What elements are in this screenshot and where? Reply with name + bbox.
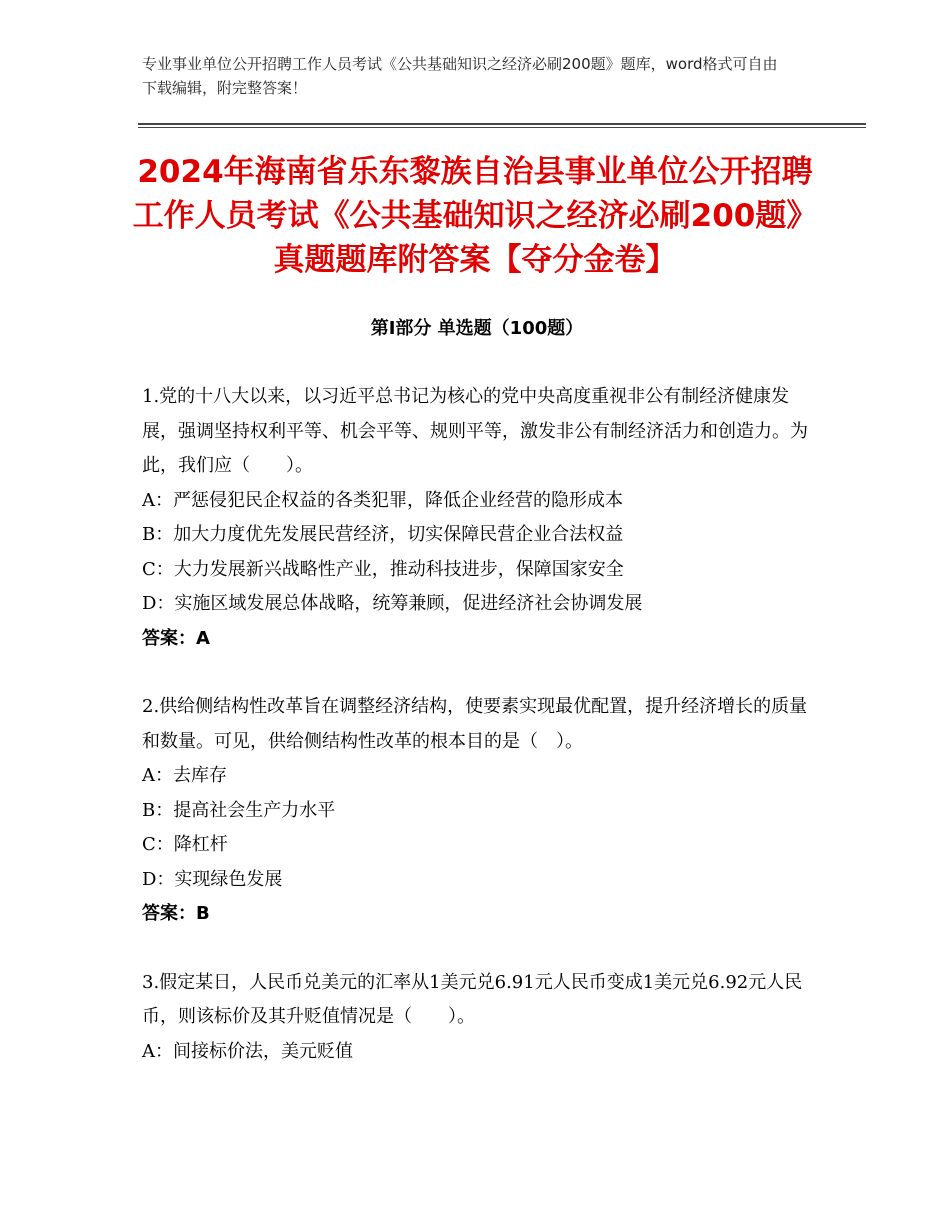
question-stem: 1.党的十八大以来，以习近平总书记为核心的党中央高度重视非公有制经济健康发展，强调坚持权利平等、机会平等、规则平等，激发非公有制经济活力和创造力。为此，我们应（ ）。 (142, 386, 808, 476)
question-list (142, 380, 812, 1103)
option-b: B：加大力度优先发展民营经济，切实保障民营企业合法权益 (142, 524, 624, 545)
answer: 答案：B (142, 903, 210, 924)
question-3 (142, 966, 812, 1070)
header-note: 专业事业单位公开招聘工作人员考试《公共基础知识之经济必刷200题》题库，word格式可自由下载编辑，附完整答案！ (142, 55, 778, 97)
option-c: C：大力发展新兴战略性产业，推动科技进步，保障国家安全 (142, 558, 624, 580)
question-stem: 3.假定某日，人民币兑美元的汇率从1美元兑6.91元人民币变成1美元兑6.92元人民币，则该标价及其升贬值情况是（ ）。 (142, 971, 803, 1027)
option-b: B：提高社会生产力水平 (142, 799, 336, 821)
option-c: C：降杠杆 (142, 834, 228, 855)
question-stem: 2.供给侧结构性改革旨在调整经济结构，使要素实现最优配置，提升经济增长的质量和数量。可见，供给侧结构性改革的根本目的是（ ）。 (142, 696, 808, 752)
section-title: 第I部分 单选题（100题） (370, 318, 584, 339)
question-1 (142, 380, 812, 656)
answer: 答案：A (142, 627, 210, 649)
option-a: A：严惩侵犯民企权益的各类犯罪，降低企业经营的隐形成本 (142, 489, 623, 511)
header-divider (138, 123, 866, 128)
option-a: A：间接标价法，美元贬值 (142, 1040, 353, 1062)
option-d: D：实现绿色发展 (142, 868, 283, 890)
question-2 (142, 690, 812, 932)
option-a: A：去库存 (142, 765, 227, 786)
option-d: D：实施区域发展总体战略，统筹兼顾，促进经济社会协调发展 (142, 593, 643, 614)
document-title: 2024年海南省乐东黎族自治县事业单位公开招聘工作人员考试《公共基础知识之经济必刷200题》真题题库附答案【夺分金卷】 (132, 154, 818, 278)
